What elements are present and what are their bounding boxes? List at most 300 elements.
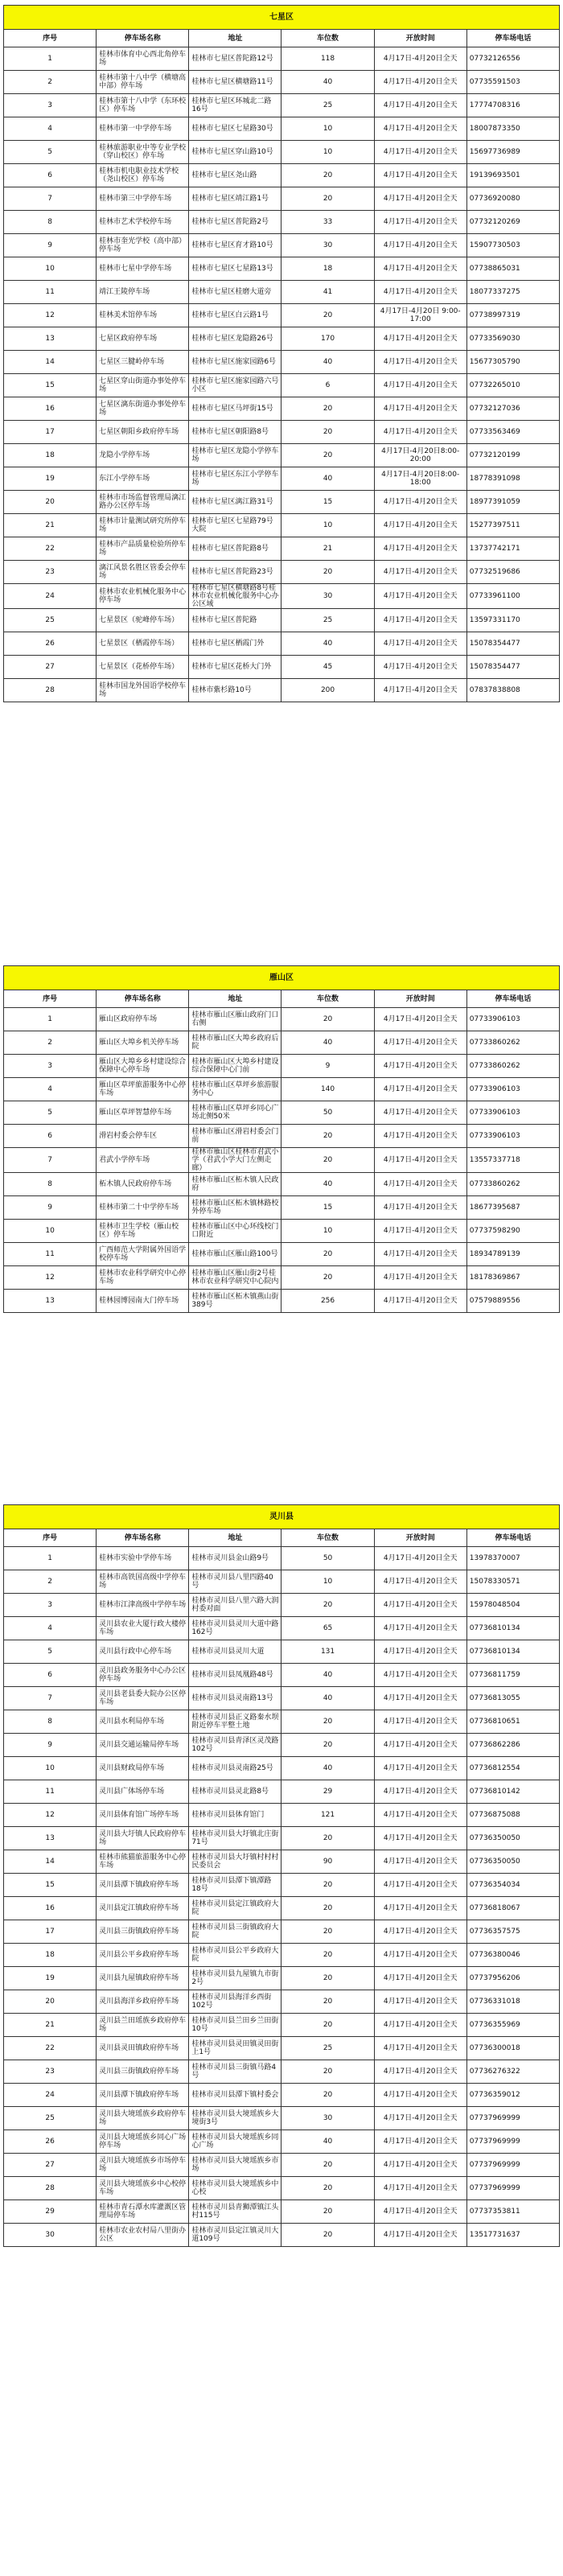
cell-no: 24 (4, 2084, 97, 2107)
cell-name: 桂林市青石潭水库灌溉区管理局停车场 (97, 2200, 189, 2224)
header-no: 序号 (4, 30, 97, 47)
cell-phone: 07736810651 (466, 1710, 559, 1734)
cell-spots: 10 (282, 1570, 374, 1594)
cell-hours: 4月17日-4月20日全天 (374, 2084, 466, 2107)
cell-name: 灵川县三街镇政府停车场 (97, 2060, 189, 2084)
table-row (4, 1827, 560, 1850)
table-row (4, 679, 560, 702)
table-row (4, 351, 560, 374)
cell-spots: 18 (282, 257, 374, 281)
cell-name: 桂林市熊猫旅游服务中心停车场 (97, 1850, 189, 1874)
cell-spots: 90 (282, 1850, 374, 1874)
cell-no: 5 (4, 1640, 97, 1664)
cell-no: 27 (4, 656, 97, 679)
cell-spots: 40 (282, 1687, 374, 1710)
cell-addr: 桂林市灵川县海洋乡西街102号 (189, 1990, 282, 2014)
table-row (4, 1101, 560, 1125)
cell-no: 13 (4, 327, 97, 351)
cell-no: 12 (4, 1804, 97, 1827)
cell-hours: 4月17日-4月20日全天 (374, 609, 466, 632)
table-row (4, 1547, 560, 1570)
cell-addr: 桂林市七星区龙隐路26号 (189, 327, 282, 351)
cell-no: 6 (4, 1664, 97, 1687)
cell-name: 桂林美术馆停车场 (97, 304, 189, 327)
header-hours: 开放时间 (374, 990, 466, 1008)
cell-name: 桂林市艺术学校停车场 (97, 211, 189, 234)
cell-no: 14 (4, 1850, 97, 1874)
cell-spots: 65 (282, 1617, 374, 1640)
cell-spots: 20 (282, 1008, 374, 1031)
cell-no: 4 (4, 117, 97, 141)
cell-addr: 桂林市灵川县八里六路大润村委对面 (189, 1594, 282, 1617)
cell-phone: 13557337718 (466, 1148, 559, 1173)
table-row (4, 1148, 560, 1173)
table-row (4, 421, 560, 444)
table-row (4, 1055, 560, 1078)
cell-addr: 桂林市灵川县青狮潭镇江头村115号 (189, 2200, 282, 2224)
cell-phone: 07736818067 (466, 1897, 559, 1920)
cell-phone: 07738865031 (466, 257, 559, 281)
cell-spots: 40 (282, 1757, 374, 1780)
cell-no: 7 (4, 1687, 97, 1710)
header-hours: 开放时间 (374, 30, 466, 47)
table-row (4, 327, 560, 351)
section-title: 雁山区 (4, 966, 560, 990)
cell-no: 19 (4, 1967, 97, 1990)
cell-name: 桂林市国龙外国语学校停车场 (97, 679, 189, 702)
cell-spots: 20 (282, 2154, 374, 2177)
cell-phone: 18977391059 (466, 491, 559, 514)
table-row (4, 1243, 560, 1266)
table-row (4, 164, 560, 187)
cell-hours: 4月17日-4月20日全天 (374, 421, 466, 444)
table-row (4, 187, 560, 211)
cell-no: 7 (4, 1148, 97, 1173)
cell-hours: 4月17日-4月20日全天 (374, 211, 466, 234)
cell-name: 桂林市江津高级中学停车场 (97, 1594, 189, 1617)
cell-phone: 07733906103 (466, 1125, 559, 1148)
cell-phone: 07736357575 (466, 1920, 559, 1944)
table-row (4, 304, 560, 327)
cell-addr: 桂林市雁山区大埠乡政府后院 (189, 1031, 282, 1055)
cell-addr: 桂林市灵川县大境瑶族乡中心校 (189, 2177, 282, 2200)
cell-hours: 4月17日-4月20日全天 (374, 117, 466, 141)
table-row (4, 1990, 560, 2014)
cell-no: 2 (4, 71, 97, 94)
cell-spots: 10 (282, 514, 374, 537)
cell-addr: 桂林市雁山区柘木镇燕山街389号 (189, 1290, 282, 1313)
table-row (4, 94, 560, 117)
table-row (4, 1710, 560, 1734)
cell-phone: 15078330571 (466, 1570, 559, 1594)
cell-no: 22 (4, 2037, 97, 2060)
cell-name: 灵川县财政局停车场 (97, 1757, 189, 1780)
cell-addr: 桂林市灵川县定江镇政府大院 (189, 1897, 282, 1920)
cell-spots: 200 (282, 679, 374, 702)
cell-phone: 07736331018 (466, 1990, 559, 2014)
cell-spots: 25 (282, 94, 374, 117)
cell-phone: 07737598290 (466, 1220, 559, 1243)
cell-no: 1 (4, 1008, 97, 1031)
cell-hours: 4月17日-4月20日全天 (374, 164, 466, 187)
cell-spots: 20 (282, 1266, 374, 1290)
cell-addr: 桂林市七星区七星路30号 (189, 117, 282, 141)
cell-spots: 9 (282, 1055, 374, 1078)
cell-phone: 07738997319 (466, 304, 559, 327)
cell-phone: 07737969999 (466, 2154, 559, 2177)
cell-no: 17 (4, 1920, 97, 1944)
cell-name: 灵川县水利局停车场 (97, 1710, 189, 1734)
cell-spots: 25 (282, 609, 374, 632)
cell-hours: 4月17日-4月20日全天 (374, 537, 466, 561)
table-row (4, 1687, 560, 1710)
cell-addr: 桂林市灵川县灵南路25号 (189, 1757, 282, 1780)
cell-no: 5 (4, 1101, 97, 1125)
cell-no: 2 (4, 1570, 97, 1594)
cell-addr: 桂林市雁山区雁山路100号 (189, 1243, 282, 1266)
cell-addr: 桂林市灵川县灵川大道中路162号 (189, 1617, 282, 1640)
cell-phone: 07736811759 (466, 1664, 559, 1687)
table-row (4, 2154, 560, 2177)
cell-addr: 桂林市七星区花桥大门外 (189, 656, 282, 679)
cell-no: 15 (4, 1874, 97, 1897)
cell-hours: 4月17日-4月20日全天 (374, 397, 466, 421)
cell-hours: 4月17日-4月20日全天 (374, 1243, 466, 1266)
cell-name: 桂林市奎光学校（高中部）停车场 (97, 234, 189, 257)
cell-name: 七星景区（栖霞停车场） (97, 632, 189, 656)
cell-no: 2 (4, 1031, 97, 1055)
cell-name: 靖江王陵停车场 (97, 281, 189, 304)
table-row (4, 2107, 560, 2130)
cell-spots: 25 (282, 2037, 374, 2060)
cell-spots: 20 (282, 1243, 374, 1266)
cell-addr: 桂林市七星区七星路79号大院 (189, 514, 282, 537)
cell-no: 21 (4, 514, 97, 537)
cell-name: 桂林市第十八中学（横塘高中部）停车场 (97, 71, 189, 94)
cell-hours: 4月17日-4月20日全天 (374, 2130, 466, 2154)
cell-addr: 桂林市雁山区滑岩村委会门前 (189, 1125, 282, 1148)
table-row (4, 1640, 560, 1664)
table-row (4, 71, 560, 94)
cell-name: 桂林市第十八中学（东环校区）停车场 (97, 94, 189, 117)
cell-no: 21 (4, 2014, 97, 2037)
cell-spots: 10 (282, 141, 374, 164)
cell-name: 桂林市第一中学停车场 (97, 117, 189, 141)
cell-name: 灵川县大圩镇人民政府停车场 (97, 1827, 189, 1850)
cell-name: 灵川县公平乡政府停车场 (97, 1944, 189, 1967)
cell-phone: 07736810142 (466, 1780, 559, 1804)
cell-spots: 40 (282, 467, 374, 491)
cell-no: 29 (4, 2200, 97, 2224)
cell-name: 雁山区政府停车场 (97, 1008, 189, 1031)
header-hours: 开放时间 (374, 1529, 466, 1547)
cell-addr: 桂林市七星区东江小学停车场 (189, 467, 282, 491)
cell-phone: 07733860262 (466, 1031, 559, 1055)
table-row (4, 2060, 560, 2084)
table-row (4, 141, 560, 164)
cell-addr: 桂林市七星区普陀路12号 (189, 47, 282, 71)
table-row (4, 1757, 560, 1780)
cell-phone: 13517731637 (466, 2224, 559, 2247)
cell-hours: 4月17日-4月20日全天 (374, 1664, 466, 1687)
cell-phone: 15677305790 (466, 351, 559, 374)
cell-no: 3 (4, 1055, 97, 1078)
cell-no: 9 (4, 1734, 97, 1757)
table-row (4, 117, 560, 141)
cell-hours: 4月17日-4月20日全天 (374, 1220, 466, 1243)
cell-phone: 18677395687 (466, 1196, 559, 1220)
cell-no: 5 (4, 141, 97, 164)
cell-phone: 07733860262 (466, 1055, 559, 1078)
cell-phone: 07733569030 (466, 327, 559, 351)
cell-hours: 4月17日-4月20日全天 (374, 1687, 466, 1710)
cell-addr: 桂林市七星区栖霞门外 (189, 632, 282, 656)
table-row (4, 1078, 560, 1101)
cell-addr: 桂林市灵川县三街镇政府大院 (189, 1920, 282, 1944)
cell-hours: 4月17日-4月20日全天 (374, 187, 466, 211)
cell-name: 灵川县大境瑶族乡中心校停车场 (97, 2177, 189, 2200)
cell-phone: 15697736989 (466, 141, 559, 164)
cell-phone: 07736354034 (466, 1874, 559, 1897)
cell-phone: 07736300018 (466, 2037, 559, 2060)
cell-hours: 4月17日-4月20日全天 (374, 2107, 466, 2130)
cell-name: 雁山区大埠乡乡村建设综合保障中心停车场 (97, 1055, 189, 1078)
cell-spots: 20 (282, 444, 374, 467)
cell-spots: 40 (282, 632, 374, 656)
cell-phone: 07736812554 (466, 1757, 559, 1780)
cell-addr: 桂林市灵川县三街镇马路4号 (189, 2060, 282, 2084)
cell-no: 22 (4, 537, 97, 561)
table-row (4, 514, 560, 537)
cell-phone: 19139693501 (466, 164, 559, 187)
cell-name: 桂林市第二十中学停车场 (97, 1196, 189, 1220)
cell-phone: 15078354477 (466, 656, 559, 679)
cell-hours: 4月17日-4月20日全天 (374, 2177, 466, 2200)
cell-phone: 07737969999 (466, 2177, 559, 2200)
cell-spots: 20 (282, 1874, 374, 1897)
cell-no: 12 (4, 1266, 97, 1290)
cell-hours: 4月17日-4月20日全天 (374, 257, 466, 281)
header-spots: 车位数 (282, 1529, 374, 1547)
cell-phone: 07737353811 (466, 2200, 559, 2224)
cell-no: 13 (4, 1827, 97, 1850)
cell-spots: 20 (282, 421, 374, 444)
cell-spots: 45 (282, 656, 374, 679)
table-row (4, 1266, 560, 1290)
cell-addr: 桂林市七星区朝阳路8号 (189, 421, 282, 444)
cell-hours: 4月17日-4月20日全天 (374, 1944, 466, 1967)
cell-hours: 4月17日-4月20日全天 (374, 1710, 466, 1734)
table-row (4, 2224, 560, 2247)
cell-hours: 4月17日-4月20日全天 (374, 2154, 466, 2177)
table-row (4, 234, 560, 257)
header-addr: 地址 (189, 990, 282, 1008)
cell-phone: 13597331170 (466, 609, 559, 632)
cell-spots: 21 (282, 537, 374, 561)
cell-spots: 121 (282, 1804, 374, 1827)
cell-addr: 桂林市七星区横塘路11号 (189, 71, 282, 94)
cell-spots: 118 (282, 47, 374, 71)
cell-no: 7 (4, 187, 97, 211)
cell-addr: 桂林市灵川县大圩镇村村村民委员会 (189, 1850, 282, 1874)
table-row (4, 257, 560, 281)
cell-addr: 桂林市灵川县潭下镇村委会 (189, 2084, 282, 2107)
table-row (4, 374, 560, 397)
cell-no: 30 (4, 2224, 97, 2247)
header-spots: 车位数 (282, 990, 374, 1008)
cell-spots: 170 (282, 327, 374, 351)
cell-phone: 07736813055 (466, 1687, 559, 1710)
cell-spots: 30 (282, 234, 374, 257)
cell-phone: 07737956206 (466, 1967, 559, 1990)
header-phone: 停车场电话 (466, 30, 559, 47)
cell-hours: 4月17日-4月20日全天 (374, 679, 466, 702)
cell-phone: 07733563469 (466, 421, 559, 444)
cell-phone: 07736355969 (466, 2014, 559, 2037)
cell-name: 东江小学停车场 (97, 467, 189, 491)
table-row (4, 2200, 560, 2224)
table-row (4, 2084, 560, 2107)
cell-hours: 4月17日-4月20日全天 (374, 141, 466, 164)
cell-spots: 20 (282, 2200, 374, 2224)
cell-name: 灵川县潭下镇政府停车场 (97, 1874, 189, 1897)
cell-name: 灵川县潭下镇政府停车场 (97, 2084, 189, 2107)
table-row (4, 609, 560, 632)
cell-addr: 桂林市雁山区草坪乡同心广场北侧50米 (189, 1101, 282, 1125)
table-row (4, 1617, 560, 1640)
cell-addr: 桂林市灵川县公平乡政府大院 (189, 1944, 282, 1967)
table-row (4, 1594, 560, 1617)
table-row (4, 1220, 560, 1243)
cell-hours: 4月17日-4月20日全天 (374, 1594, 466, 1617)
cell-spots: 20 (282, 2177, 374, 2200)
cell-name: 雁山区大埠乡机关停车场 (97, 1031, 189, 1055)
cell-phone: 07733961100 (466, 584, 559, 609)
cell-hours: 4月17日-4月20日全天 (374, 1055, 466, 1078)
header-no: 序号 (4, 1529, 97, 1547)
cell-addr: 桂林市七星区七星路13号 (189, 257, 282, 281)
table-row (4, 1031, 560, 1055)
cell-spots: 10 (282, 1220, 374, 1243)
parking-table (3, 965, 560, 1313)
table-row (4, 2014, 560, 2037)
cell-name: 灵川县政务服务中心办公区停车场 (97, 1664, 189, 1687)
table-row (4, 1664, 560, 1687)
cell-name: 柘木镇人民政府停车场 (97, 1173, 189, 1196)
cell-no: 16 (4, 397, 97, 421)
cell-phone: 07735591503 (466, 71, 559, 94)
cell-addr: 桂林市灵川县八里四路40号 (189, 1570, 282, 1594)
cell-addr: 桂林市雁山区中心环线校门口附近 (189, 1220, 282, 1243)
cell-name: 灵川县广体场停车场 (97, 1780, 189, 1804)
cell-hours: 4月17日-4月20日全天 (374, 2060, 466, 2084)
section-lingchuan (3, 1504, 560, 2247)
cell-spots: 256 (282, 1290, 374, 1313)
cell-hours: 4月17日-4月20日全天 (374, 1827, 466, 1850)
cell-name: 灵川县交通运输局停车场 (97, 1734, 189, 1757)
cell-no: 10 (4, 1757, 97, 1780)
table-row (4, 1944, 560, 1967)
cell-addr: 桂林市七星区普陀路 (189, 609, 282, 632)
cell-phone: 18778391098 (466, 467, 559, 491)
cell-addr: 桂林市灵川县正义路秦水坝附近停车平整土地 (189, 1710, 282, 1734)
cell-phone: 18077337275 (466, 281, 559, 304)
cell-hours: 4月17日-4月20日全天 (374, 327, 466, 351)
cell-phone: 07837838808 (466, 679, 559, 702)
table-row (4, 2130, 560, 2154)
header-no: 序号 (4, 990, 97, 1008)
cell-no: 28 (4, 2177, 97, 2200)
cell-hours: 4月17日-4月20日全天 (374, 1734, 466, 1757)
cell-addr: 桂林市灵川县大境瑶族乡市场 (189, 2154, 282, 2177)
table-row (4, 1570, 560, 1594)
cell-spots: 20 (282, 2060, 374, 2084)
cell-spots: 6 (282, 374, 374, 397)
cell-no: 25 (4, 2107, 97, 2130)
cell-hours: 4月17日-4月20日全天 (374, 1148, 466, 1173)
header-phone: 停车场电话 (466, 990, 559, 1008)
table-row (4, 656, 560, 679)
cell-no: 4 (4, 1617, 97, 1640)
cell-addr: 桂林市灵川县兰田乡兰田街10号 (189, 2014, 282, 2037)
cell-name: 灵川县定江镇政府停车场 (97, 1897, 189, 1920)
cell-addr: 桂林市灵川县金山路9号 (189, 1547, 282, 1570)
table-row (4, 2177, 560, 2200)
cell-phone: 15978048504 (466, 1594, 559, 1617)
table-row (4, 397, 560, 421)
cell-phone: 15277397511 (466, 514, 559, 537)
cell-phone: 15078354477 (466, 632, 559, 656)
cell-phone: 13737742171 (466, 537, 559, 561)
cell-hours: 4月17日-4月20日全天 (374, 2224, 466, 2247)
cell-name: 雁山区草坪智慧停车场 (97, 1101, 189, 1125)
cell-addr: 桂林市七星区施家园路6号 (189, 351, 282, 374)
cell-spots: 50 (282, 1101, 374, 1125)
cell-hours: 4月17日-4月20日全天 (374, 1780, 466, 1804)
cell-addr: 桂林市灵川县灵北路8号 (189, 1780, 282, 1804)
cell-spots: 20 (282, 1897, 374, 1920)
cell-addr: 桂林市紫杉路10号 (189, 679, 282, 702)
cell-hours: 4月17日-4月20日全天 (374, 1078, 466, 1101)
cell-no: 10 (4, 1220, 97, 1243)
cell-addr: 桂林市灵川县大境瑶族乡大境街3号 (189, 2107, 282, 2130)
table-row (4, 1290, 560, 1313)
cell-hours: 4月17日-4月20日全天 (374, 1617, 466, 1640)
cell-hours: 4月17日-4月20日全天 (374, 1757, 466, 1780)
cell-hours: 4月17日-4月20日全天 (374, 1570, 466, 1594)
cell-no: 20 (4, 491, 97, 514)
cell-name: 滑岩村委会停车区 (97, 1125, 189, 1148)
cell-phone: 18007873350 (466, 117, 559, 141)
cell-no: 13 (4, 1290, 97, 1313)
cell-hours: 4月17日-4月20日全天 (374, 71, 466, 94)
cell-no: 8 (4, 1710, 97, 1734)
cell-spots: 20 (282, 1990, 374, 2014)
table-row (4, 1196, 560, 1220)
cell-no: 27 (4, 2154, 97, 2177)
cell-no: 9 (4, 1196, 97, 1220)
table-row (4, 632, 560, 656)
cell-hours: 4月17日-4月20日8:00-20:00 (374, 444, 466, 467)
cell-hours: 4月17日-4月20日全天 (374, 632, 466, 656)
cell-phone: 07736350050 (466, 1827, 559, 1850)
cell-phone: 07736920080 (466, 187, 559, 211)
cell-phone: 07733906103 (466, 1078, 559, 1101)
cell-spots: 20 (282, 1827, 374, 1850)
cell-spots: 131 (282, 1640, 374, 1664)
cell-spots: 140 (282, 1078, 374, 1101)
cell-no: 26 (4, 2130, 97, 2154)
